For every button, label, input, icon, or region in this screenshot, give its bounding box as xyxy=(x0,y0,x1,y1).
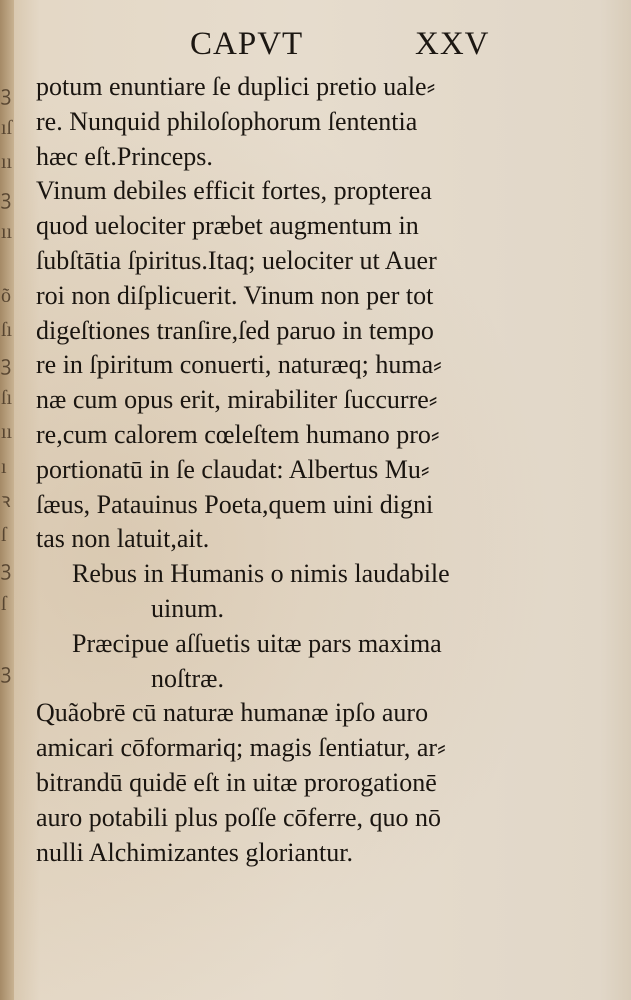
text-line: re,cum calorem cœleſtem humano pro⸗ xyxy=(36,419,440,449)
margin-bleed-mark: ıı xyxy=(1,421,13,443)
text-line: hæc eſt.Princeps. xyxy=(36,141,213,171)
text-line: portionatū in ſe claudat: Albertus Mu⸗ xyxy=(36,454,430,484)
text-line: amicari cōformariq; magis ſentiatur, ar⸗ xyxy=(36,733,446,763)
margin-bleed-mark: ꝫ xyxy=(1,353,12,375)
text-line: Vinum debiles efficit fortes, propterea xyxy=(36,176,432,206)
text-line: re in ſpiritum conuerti, naturæq; huma⸗ xyxy=(36,350,442,380)
text-line: tas non latuit,ait. xyxy=(36,524,210,554)
margin-bleed-mark: ıı xyxy=(1,221,13,243)
margin-bleed-mark: ıı xyxy=(1,151,13,173)
text-line: næ cum opus erit, mirabiliter ſuccurre⸗ xyxy=(36,385,438,415)
margin-bleed-mark: ꝫ xyxy=(1,83,12,105)
verse-line: Rebus in Humanis o nimis laudabile xyxy=(72,559,450,589)
margin-bleed-mark: ꝫ xyxy=(1,558,12,580)
running-head xyxy=(0,26,631,66)
margin-bleed-mark: ꝛ xyxy=(1,490,11,512)
margin-bleed-mark: ꝫ xyxy=(1,187,12,209)
verse-line: noſtræ. xyxy=(151,663,224,693)
margin-bleed-mark: ſ xyxy=(1,593,7,615)
verse-line: Præcipue aſſuetis uitæ pars maxima xyxy=(72,628,442,658)
text-line: bitrandū quidē eſt in uitæ prorogationē xyxy=(36,767,437,797)
text-line: digeſtiones tranſire,ſed paruo in tempo xyxy=(36,315,434,345)
running-head-caput: CAPVT xyxy=(190,26,304,62)
text-line: Quãobrē cū naturæ humanæ ipſo auro xyxy=(36,698,429,728)
margin-bleed-mark: ſı xyxy=(1,319,13,341)
verse-line: uinum. xyxy=(151,593,224,623)
text-line: roi non diſplicuerit. Vinum non per tot xyxy=(36,280,434,310)
margin-bleed-mark: ſ xyxy=(1,524,7,546)
text-line: re. Nunquid philoſophorum ſententia xyxy=(36,106,418,136)
text-line: nulli Alchimizantes gloriantur. xyxy=(36,837,354,867)
margin-bleed-mark: õ xyxy=(1,285,11,307)
running-head-chapter-number: XXV xyxy=(415,26,490,62)
text-line: auro potabili plus poſſe cōferre, quo nō xyxy=(36,802,442,832)
body-text xyxy=(36,70,556,870)
margin-bleed-mark: ıſ xyxy=(1,117,13,139)
text-line: ſubſtātia ſpiritus.Itaq; uelociter ut Auer xyxy=(36,245,437,275)
text-line: ſæus, Patauinus Poeta,quem uini digni xyxy=(36,489,434,519)
text-line: quod uelociter præbet augmentum in xyxy=(36,211,419,241)
margin-bleed-mark: ſı xyxy=(1,387,13,409)
margin-bleed-mark: ꝫ xyxy=(1,661,12,683)
margin-bleed-mark: ı xyxy=(1,456,7,478)
text-line: potum enuntiare ſe duplici pretio uale⸗ xyxy=(36,72,436,101)
